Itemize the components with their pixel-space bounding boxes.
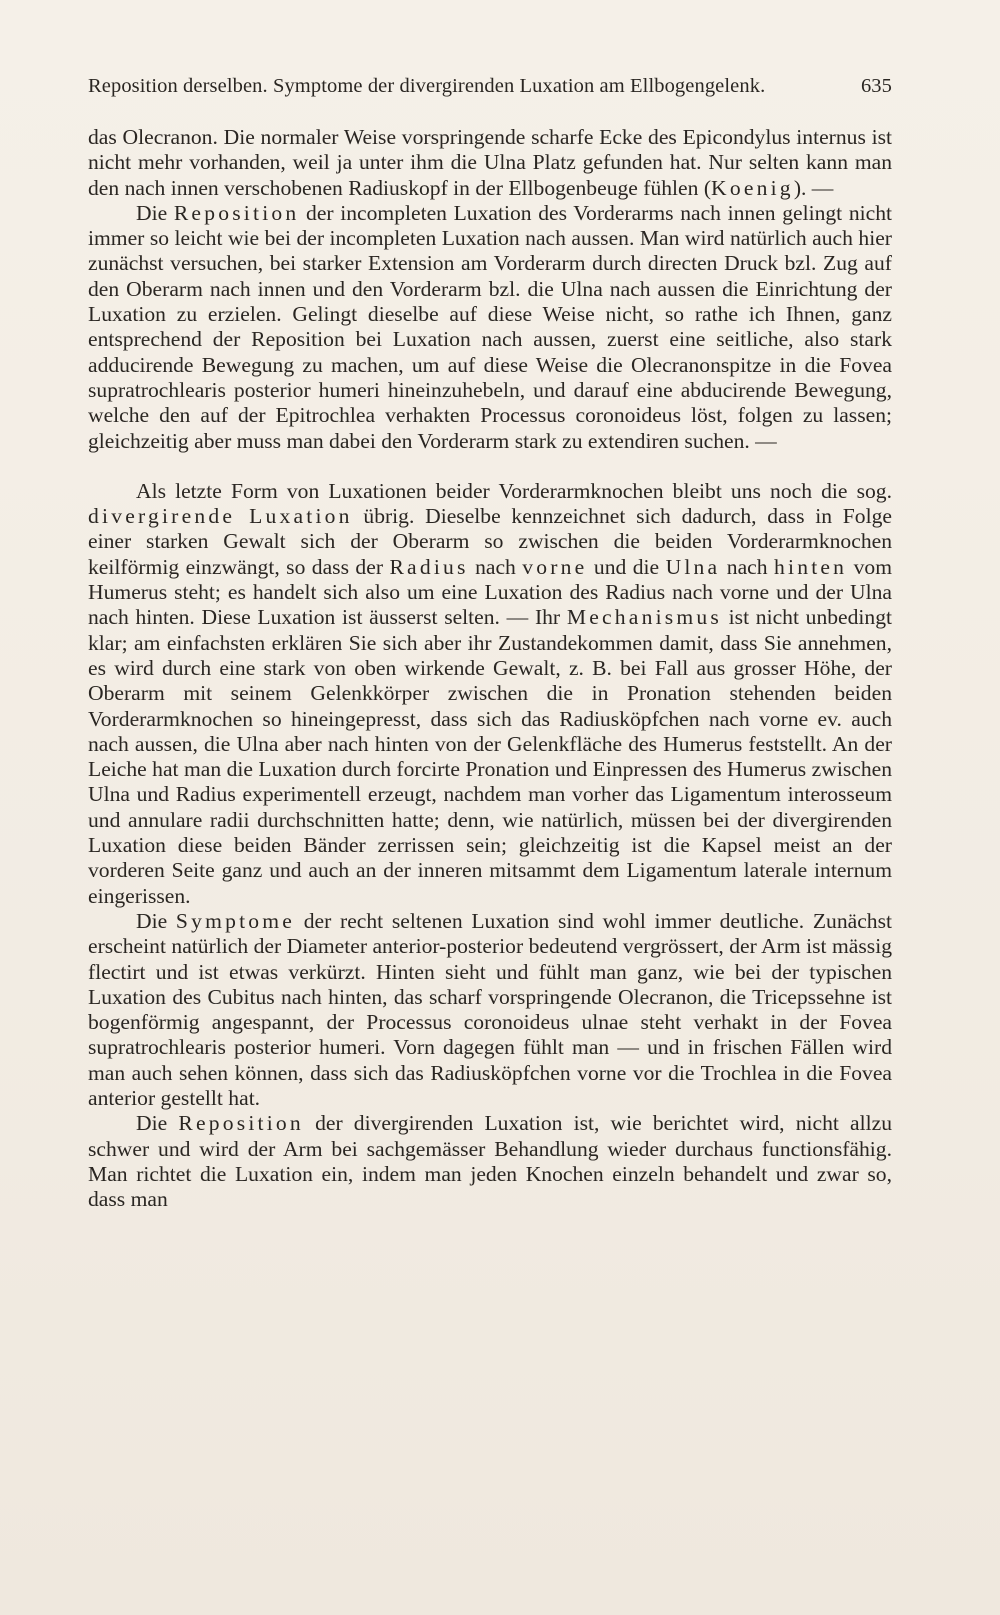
spaced-emphasis: Koenig	[711, 175, 794, 200]
body-text	[88, 125, 892, 1212]
spaced-emphasis: Reposition	[173, 200, 300, 225]
paragraph-2	[88, 201, 892, 454]
spaced-emphasis: vorne	[522, 554, 588, 579]
paragraph-5	[88, 1111, 892, 1212]
text-run: nach	[468, 554, 523, 579]
paragraph-1	[88, 125, 892, 201]
text-run: Als letzte Form von Luxationen beider Vorderarmknochen bleibt uns noch die sog.	[136, 478, 892, 503]
text-run: nach	[720, 554, 774, 579]
page-number: 635	[860, 75, 892, 97]
spaced-emphasis: hinten	[774, 554, 848, 579]
text-run: übrig. Dieselbe kennzeichnet sich dadurch, dass in Folge einer starken Gewalt sich der Oberarm so zwischen die beiden Vorderarmknochen keilförmig einzwängt, so dass der	[88, 504, 892, 579]
text-run: vom Humerus steht; es handelt sich also um eine Luxation des Radius nach vorne und der Ulna nach hinten. Diese Luxation ist äusserst selten. — Ihr	[88, 554, 893, 630]
paragraph-4	[88, 909, 892, 1111]
text-run: und die	[587, 554, 666, 579]
text-run: das Olecranon. Die normaler Weise vorspringende scharfe Ecke des Epicondylus internus ist nicht mehr vorhanden, weil ja unter ihm die Ulna Platz gefunden hat. Nur selten kann man den nach innen verschobenen Radiuskopf in der Ellbogenbeuge fühlen (	[88, 125, 892, 200]
text-run: Die	[136, 200, 174, 225]
spaced-emphasis: Mechanismus	[566, 605, 722, 630]
text-run: der incompleten Luxation des Vorderarms nach innen gelingt nicht immer so leicht wie bei der incompleten Luxation nach aussen. Man wird natürlich auch hier zunächst versuchen, bei starker Extension am Vorderarm durch directen Druck bzl. Zug auf den Oberarm nach innen und den Vorderarm bzl. die Ulna nach aussen die Einrichtung der Luxation zu erzielen. Gelingt dieselbe auf diese Weise nicht, so rathe ich Ihnen, ganz entsprechend der Reposition bei Luxation nach aussen, zuerst eine seitliche, also stark adducirende Bewegung zu machen, um auf diese Weise die Olecranonspitze in die Fovea supratrochlearis posterior humeri hineinzuhebeln, und darauf eine abducirende Bewegung, welche den auf der Epitrochlea verhakten Processus coronoideus löst, folgen zu lassen; gleichzeitig aber muss man dabei den Vorderarm stark zu extendiren suchen. —	[88, 200, 892, 453]
spaced-emphasis: Ulna	[665, 554, 721, 579]
text-run: Die	[136, 908, 176, 933]
text-run: der divergirenden Luxation ist, wie berichtet wird, nicht allzu schwer und wird der Arm bei sachgemässer Behandlung wieder durchaus functionsfähig. Man richtet die Luxation ein, indem man jeden Knochen einzeln behandelt und zwar so, dass man	[88, 1111, 893, 1212]
text-run: Die	[136, 1111, 179, 1136]
text-run: ist nicht unbedingt klar; am einfachsten erklären Sie sich aber ihr Zustandekommen damit, dass Sie annehmen, es wird durch eine stark von oben wirkende Gewalt, z. B. bei Fall aus grosser Höhe, der Oberarm mit seinem Gelenkkörper zwischen die in Pronation stehenden beiden Vorderarmknochen so hineingepresst, dass sich das Radiusköpfchen nach vorne ev. auch nach aussen, die Ulna aber nach hinten von der Gelenkfläche des Humerus feststellt. An der Leiche hat man die Luxation durch forcirte Pronation und Einpressen des Humerus zwischen Ulna und Radius experimentell erzeugt, nachdem man vorher das Ligamentum interosseum und annulare radii durchschnitten hatte; denn, wie natürlich, müssen bei der divergirenden Luxation diese beiden Bänder zerrissen sein; gleichzeitig ist die Kapsel meist an der vorderen Seite ganz und auch an der inneren mitsammt dem Ligamentum laterale internum eingerissen.	[88, 605, 893, 908]
running-header	[88, 72, 892, 100]
paragraph-3	[88, 479, 892, 909]
spaced-emphasis: Radius	[389, 554, 469, 579]
text-run: ). —	[793, 175, 834, 200]
spaced-emphasis: Reposition	[178, 1111, 304, 1136]
spaced-emphasis: Symptome	[175, 908, 296, 933]
running-title: Reposition derselben. Symptome der divergirenden Luxation am Ellbogengelenk.	[88, 75, 766, 97]
spaced-emphasis: divergirende Luxation	[88, 504, 353, 529]
text-run: der recht seltenen Luxation sind wohl immer deutliche. Zunächst erscheint natürlich der Diameter anterior-posterior bedeutend vergrössert, der Arm ist mässig flectirt und ist etwas verkürzt. Hinten sieht und fühlt man ganz, wie bei der typischen Luxation des Cubitus nach hinten, das scharf vorspringende Olecranon, die Tricepssehne ist bogenförmig angespannt, der Processus coronoideus ulnae steht verhakt in der Fovea supratrochlearis posterior humeri. Vorn dagegen fühlt man — und in frischen Fällen wird man auch sehen können, dass sich das Radiusköpfchen vorne vor die Trochlea in die Fovea anterior gestellt hat.	[88, 908, 892, 1110]
